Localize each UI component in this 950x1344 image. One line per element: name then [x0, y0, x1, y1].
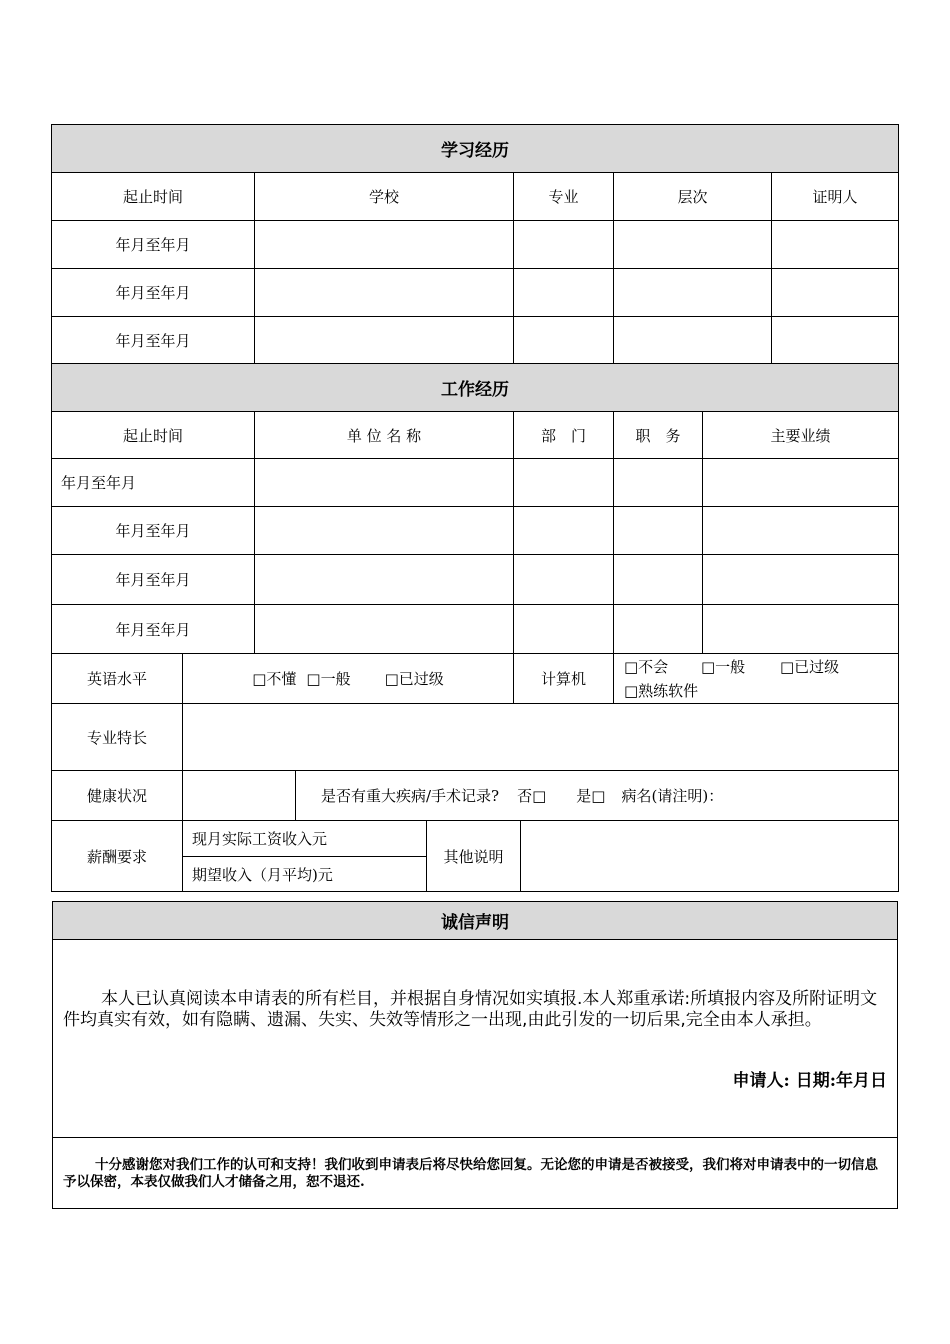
health-question-row — [295, 770, 899, 821]
study-row-period: 年月至年月 — [51, 316, 255, 364]
english-level-options — [182, 653, 514, 704]
health-no-option[interactable]: 否□ — [517, 787, 547, 805]
work-row-period: 年月至年月 — [51, 604, 255, 654]
other-notes-field[interactable] — [520, 820, 899, 892]
study-row-level-field[interactable] — [613, 268, 772, 317]
study-row-major-field[interactable] — [513, 268, 614, 317]
work-row-department-field[interactable] — [513, 554, 614, 605]
salary-label: 薪酬要求 — [51, 820, 183, 892]
study-header-school: 学校 — [254, 172, 514, 221]
work-header-department: 部 门 — [513, 411, 614, 459]
computer-level-options — [613, 653, 899, 704]
work-row-achievements-field[interactable] — [702, 506, 899, 555]
work-row-company-field[interactable] — [254, 506, 514, 555]
specialty-label: 专业特长 — [51, 703, 183, 771]
english-option-basic[interactable]: □一般 — [306, 670, 351, 688]
work-header-achievements: 主要业绩 — [702, 411, 899, 459]
study-row-major-field[interactable] — [513, 220, 614, 269]
study-row-level-field[interactable] — [613, 220, 772, 269]
work-row-company-field[interactable] — [254, 554, 514, 605]
work-row-department-field[interactable] — [513, 604, 614, 654]
specialty-field[interactable] — [182, 703, 899, 771]
health-yes-option[interactable]: 是□ — [576, 787, 606, 805]
work-row-period: 年月至年月 — [51, 458, 255, 507]
work-row-period: 年月至年月 — [51, 554, 255, 605]
study-header-reference: 证明人 — [771, 172, 899, 221]
study-section-title: 学习经历 — [51, 124, 899, 173]
work-row-department-field[interactable] — [513, 506, 614, 555]
thanks-box — [52, 1137, 898, 1209]
thanks-note: 十分感谢您对我们工作的认可和支持！我们收到申请表后将尽快给您回复。无论您的申请是否被接受，我们将对申请表中的一切信息予以保密，本表仅做我们人才储备之用，恕不退还. — [63, 1157, 878, 1190]
computer-option-software[interactable]: □熟练软件 — [624, 682, 699, 700]
study-row-reference-field[interactable] — [771, 220, 899, 269]
health-question: 是否有重大疾病/手术记录? — [321, 787, 500, 805]
computer-option-certified[interactable]: □已过级 — [779, 658, 840, 676]
english-option-none[interactable]: □不懂 — [252, 670, 297, 688]
study-row-school-field[interactable] — [254, 316, 514, 364]
other-notes-label: 其他说明 — [426, 820, 521, 892]
study-row-period: 年月至年月 — [51, 268, 255, 317]
study-row-period: 年月至年月 — [51, 220, 255, 269]
work-row-department-field[interactable] — [513, 458, 614, 507]
work-row-position-field[interactable] — [613, 506, 703, 555]
english-level-label: 英语水平 — [51, 653, 183, 704]
computer-option-basic[interactable]: □一般 — [700, 658, 746, 676]
applicant-signature-date[interactable]: 申请人: 日期:年月日 — [732, 1071, 887, 1091]
work-row-company-field[interactable] — [254, 458, 514, 507]
work-header-company: 单 位 名 称 — [254, 411, 514, 459]
work-header-period: 起止时间 — [51, 411, 255, 459]
computer-level-label: 计算机 — [513, 653, 614, 704]
study-row-school-field[interactable] — [254, 268, 514, 317]
work-row-company-field[interactable] — [254, 604, 514, 654]
declaration-body: 本人已认真阅读本申请表的所有栏目，并根据自身情况如实填报.本人郑重承诺:所填报内容及所附证明文件均真实有效，如有隐瞒、遗漏、失实、失效等情形之一出现,由此引发的一切后果,完全由本人承担。 — [63, 989, 878, 1030]
study-header-period: 起止时间 — [51, 172, 255, 221]
work-row-achievements-field[interactable] — [702, 604, 899, 654]
computer-option-none[interactable]: □不会 — [624, 658, 669, 676]
declaration-title: 诚信声明 — [52, 901, 898, 940]
english-option-certified[interactable]: □已过级 — [384, 670, 444, 688]
disease-name-label: 病名(请注明)： — [621, 787, 724, 805]
study-row-major-field[interactable] — [513, 316, 614, 364]
study-row-school-field[interactable] — [254, 220, 514, 269]
work-header-position: 职 务 — [613, 411, 703, 459]
study-row-reference-field[interactable] — [771, 268, 899, 317]
work-row-position-field[interactable] — [613, 554, 703, 605]
declaration-box — [52, 939, 898, 1138]
health-field[interactable] — [182, 770, 296, 821]
study-row-reference-field[interactable] — [771, 316, 899, 364]
work-row-period: 年月至年月 — [51, 506, 255, 555]
work-row-achievements-field[interactable] — [702, 554, 899, 605]
study-header-level: 层次 — [613, 172, 772, 221]
study-row-level-field[interactable] — [613, 316, 772, 364]
work-section-title: 工作经历 — [51, 363, 899, 412]
expected-salary-field[interactable]: 期望收入（月平均)元 — [182, 856, 427, 892]
work-row-achievements-field[interactable] — [702, 458, 899, 507]
current-salary-field[interactable]: 现月实际工资收入元 — [182, 820, 427, 857]
work-row-position-field[interactable] — [613, 604, 703, 654]
health-label: 健康状况 — [51, 770, 183, 821]
study-header-major: 专业 — [513, 172, 614, 221]
work-row-position-field[interactable] — [613, 458, 703, 507]
